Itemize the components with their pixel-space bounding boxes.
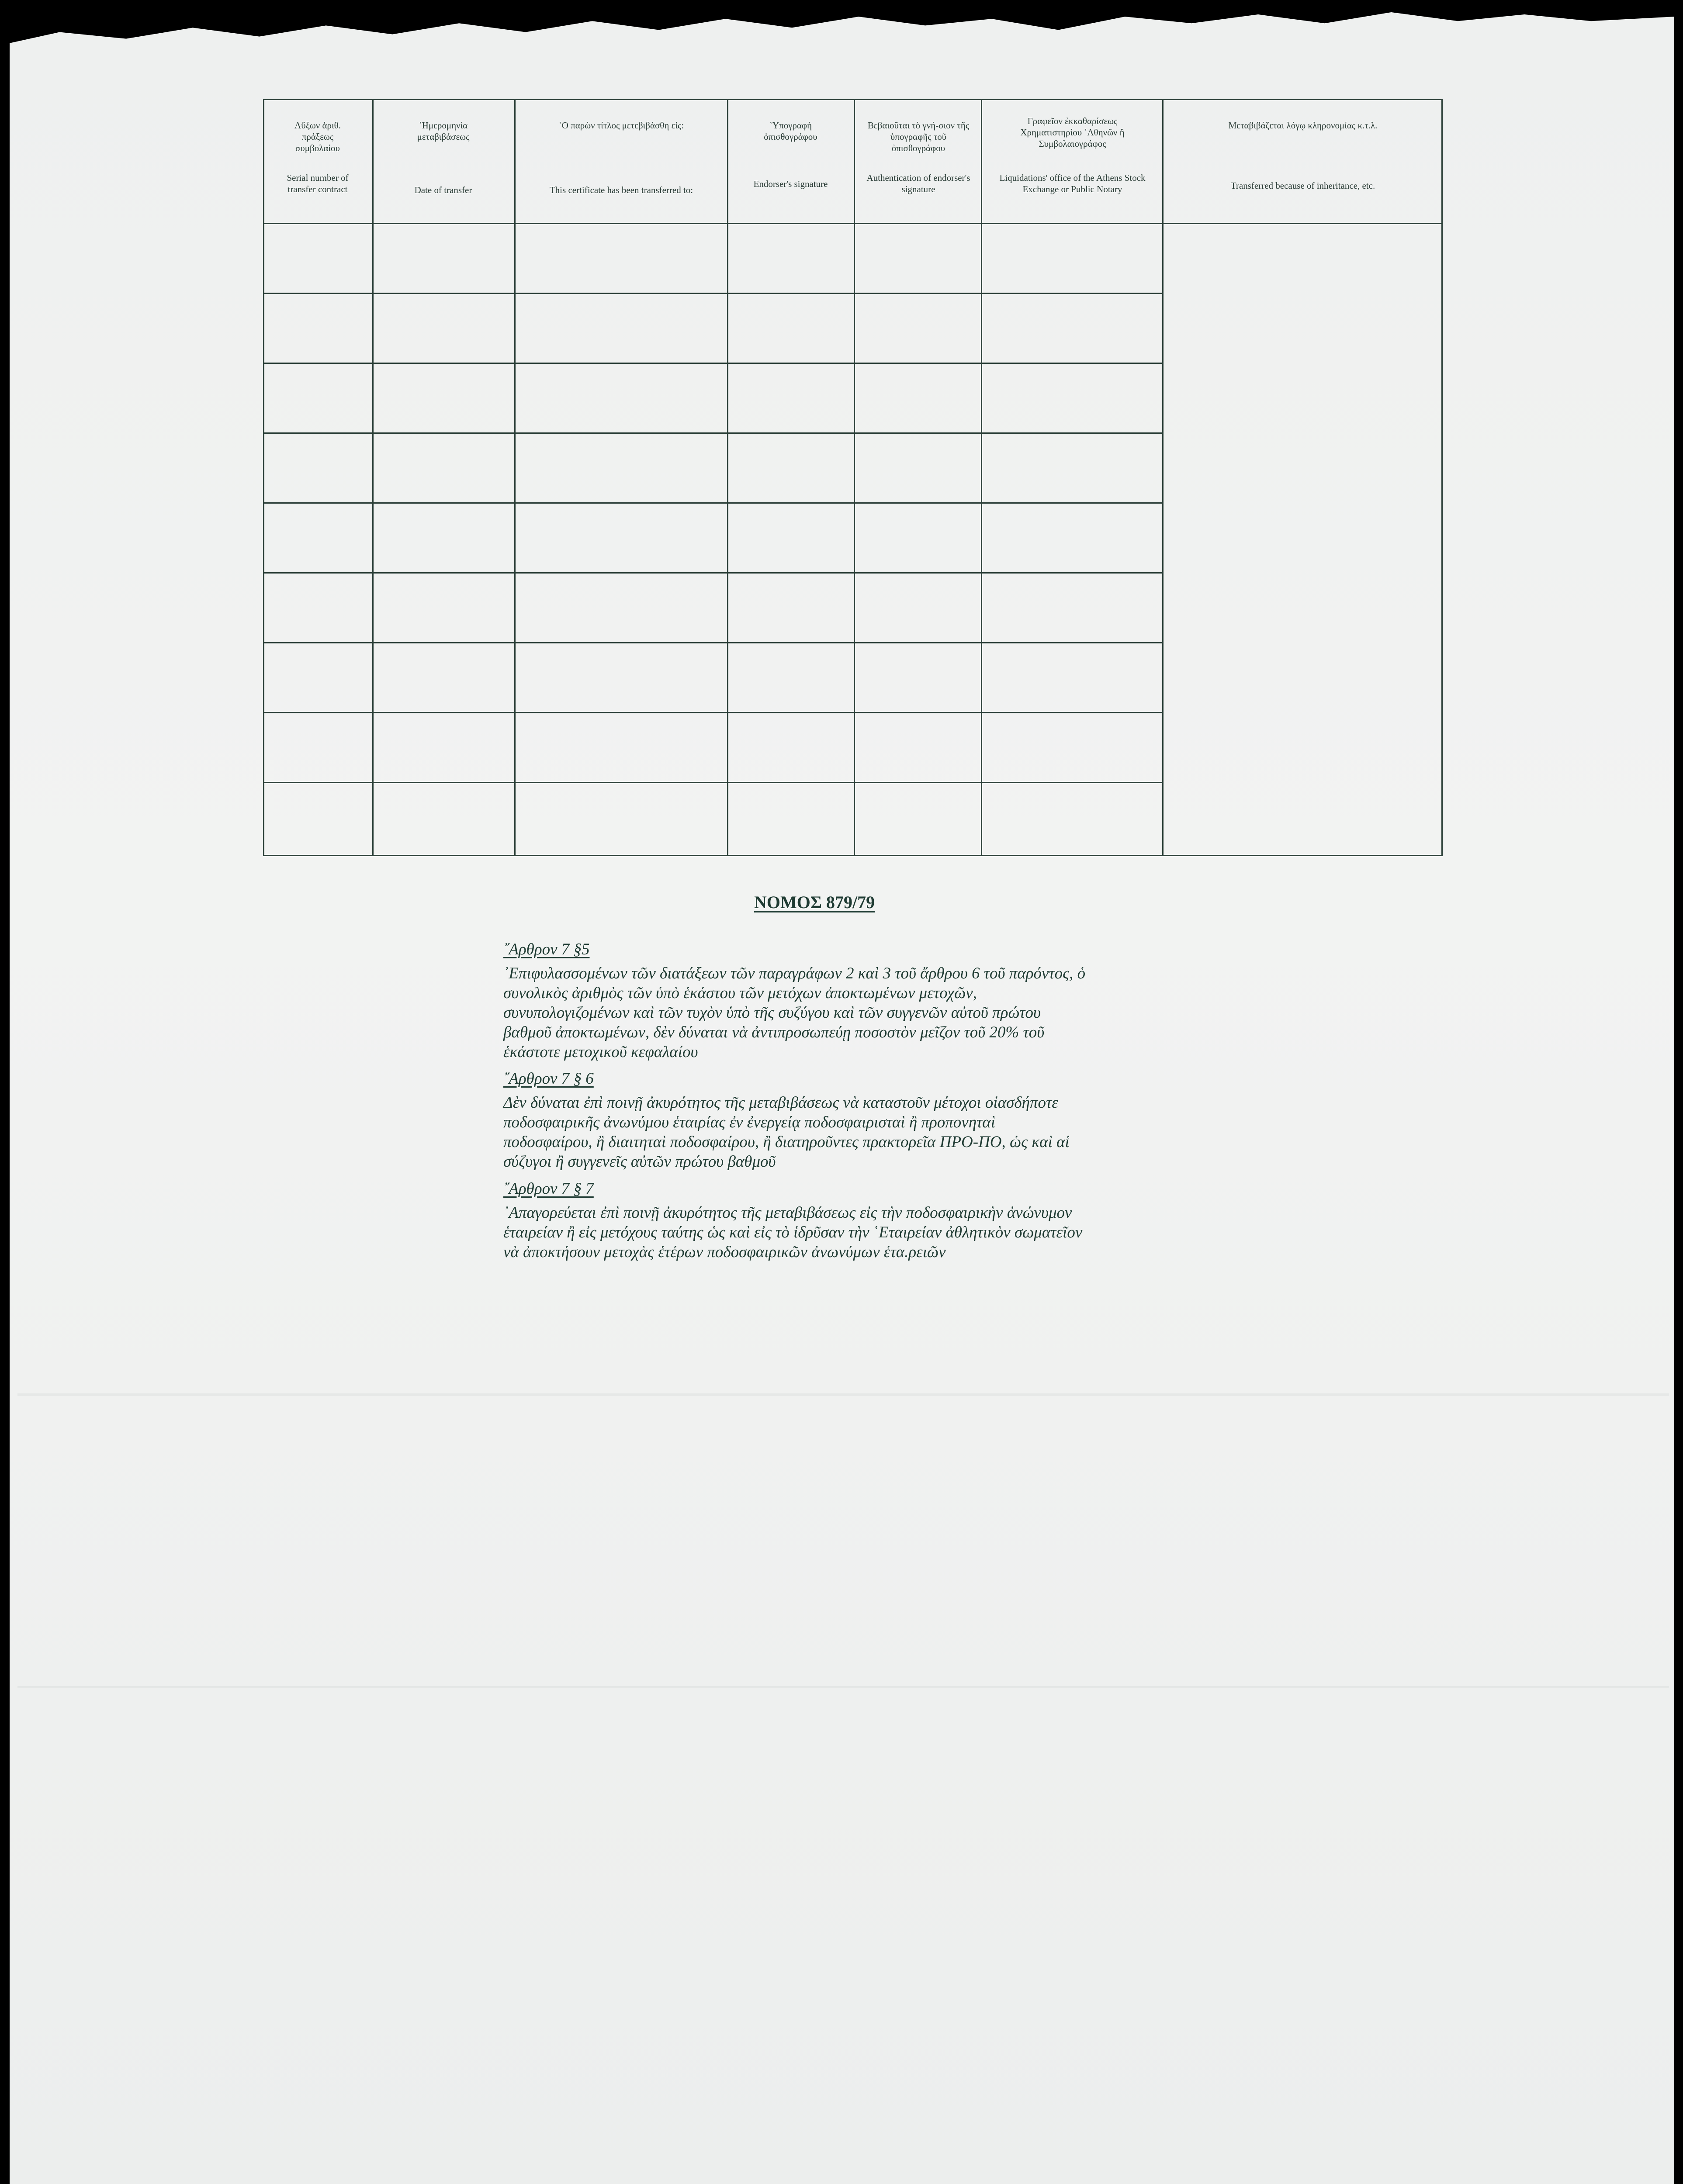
row-separator (263, 782, 1163, 783)
column-separator (727, 99, 728, 856)
article-line: ποδοσφαίρου, ἢ διαιτηταὶ ποδοσφαίρου, ἢ διατηροῦντες πρακτορεῖα ΠΡΟ-ΠΟ, ὡς καὶ αἱ (503, 1133, 1070, 1151)
article-line: συνυπολογιζομένων καὶ τῶν τυχὸν ὑπὸ τῆς συζύγου καὶ τῶν συγγενῶν αὐτοῦ πρώτου (503, 1004, 1041, 1022)
article-line: ἑταιρείαν ἢ εἰς μετόχους ταύτης ὡς καὶ εἰς τὸ ἱδρῦσαν τὴν ῾Εταιρείαν ἀθλητικὸν σωματεῖον (503, 1223, 1083, 1241)
header-liquidation-english: Liquidations' office of the Athens Stock Exchange or Public Notary (999, 173, 1146, 194)
row-separator (263, 363, 1163, 364)
article-line: ποδοσφαιρικῆς ἀνωνύμου ἑταιρίας ἐν ἐνεργείᾳ ποδοσφαιρισταὶ ἢ προπονηταὶ (503, 1113, 995, 1131)
article-line: βαθμοῦ ἀποκτωμένων, δὲν δύναται νὰ ἀντιπροσωπεύῃ ποσοστὸν μεῖζον τοῦ 20% τοῦ (503, 1023, 1045, 1041)
article-line: ᾿Επιφυλασσομένων τῶν διατάξεων τῶν παραγράφων 2 καὶ 3 τοῦ ἄρθρου 6 τοῦ παρόντος, ὁ (503, 964, 1086, 982)
article-line: Δὲν δύναται ἐπὶ ποινῇ ἀκυρότητος τῆς μεταβιβάσεως νὰ καταστοῦν μέτοχοι οἱασδήποτε (503, 1094, 1058, 1112)
article-body (503, 1203, 1246, 1262)
header-transferee-greek: ῾Ο παρὼν τίτλος μετεβιβάσθη εἰς: (558, 120, 684, 131)
table-border-top (263, 99, 1443, 100)
header-separator (263, 223, 1443, 224)
row-separator (263, 572, 1163, 574)
header-date-english: Date of transfer (414, 185, 472, 195)
transfer-table (263, 99, 1443, 856)
article-body (503, 964, 1246, 1062)
header-liquidation-greek: Γραφεῖον ἐκκαθαρίσεως Χρηματιστηρίου ᾿Αθηνῶν ἢ Συμβολαιογράφος (1020, 116, 1125, 149)
table-border-bottom (263, 855, 1443, 856)
column-separator (854, 99, 855, 856)
article-body (503, 1093, 1246, 1171)
header-authentication-english: Authentication of endorser's signature (866, 173, 970, 194)
row-separator (263, 712, 1163, 713)
row-separator (263, 642, 1163, 643)
header-serial-greek: Αὔξων ἀριθ. πράξεως συμβολαίου (294, 120, 341, 153)
column-separator (981, 99, 982, 856)
column-separator (372, 99, 374, 856)
paper-crease (17, 1393, 1669, 1396)
header-date-greek: ῾Ημερομηνία μεταβιβάσεως (417, 120, 470, 142)
row-separator (263, 432, 1163, 434)
table-border-right (1441, 99, 1443, 856)
article-line: ἑκάστοτε μετοχικοῦ κεφαλαίου (503, 1043, 698, 1061)
law-title: ΝΟΜΟΣ 879/79 (754, 892, 875, 912)
header-serial-english: Serial number of transfer contract (287, 173, 349, 194)
header-endorser-greek: ῾Υπογραφὴ ὀπισθογράφου (764, 120, 817, 142)
article-heading: ῎Αρθρον 7 § 6 (503, 1070, 594, 1088)
header-endorser-english: Endorser's signature (753, 179, 828, 189)
row-separator (263, 293, 1163, 294)
article-heading: ῎Αρθρον 7 §5 (503, 940, 590, 958)
header-inheritance-greek: Μεταβιβάζεται λόγῳ κληρονομίας κ.τ.λ. (1228, 120, 1378, 131)
header-authentication-greek: Βεβαιοῦται τὸ γνή-σιον τῆς ὑπογραφῆς τοῦ ὀπισθογράφου (867, 120, 970, 153)
article-line: συνολικὸς ἀριθμὸς τῶν ὑπὸ ἑκάστου τῶν μετόχων ἀποκτωμένων μετοχῶν, (503, 984, 977, 1002)
paper-crease (17, 1686, 1669, 1688)
table-border-left (263, 99, 264, 856)
article-line: σύζυγοι ἢ συγγενεῖς αὐτῶν πρώτου βαθμοῦ (503, 1153, 776, 1171)
header-transferee-english: This certificate has been transferred to: (549, 185, 693, 195)
article-line: ᾿Απαγορεύεται ἐπὶ ποινῇ ἀκυρότητος τῆς μεταβιβάσεως εἰς τὴν ποδοσφαιρικὴν ἀνώνυμον (503, 1204, 1072, 1222)
article-heading: ῎Αρθρον 7 § 7 (503, 1180, 594, 1198)
header-inheritance-english: Transferred because of inheritance, etc. (1230, 180, 1375, 191)
article-line: νὰ ἀποκτήσουν μετοχὰς ἑτέρων ποδοσφαιρικῶν ἀνωνύμων ἑτα.ρειῶν (503, 1243, 946, 1261)
column-separator (514, 99, 516, 856)
row-separator (263, 502, 1163, 504)
column-separator (1162, 99, 1164, 856)
